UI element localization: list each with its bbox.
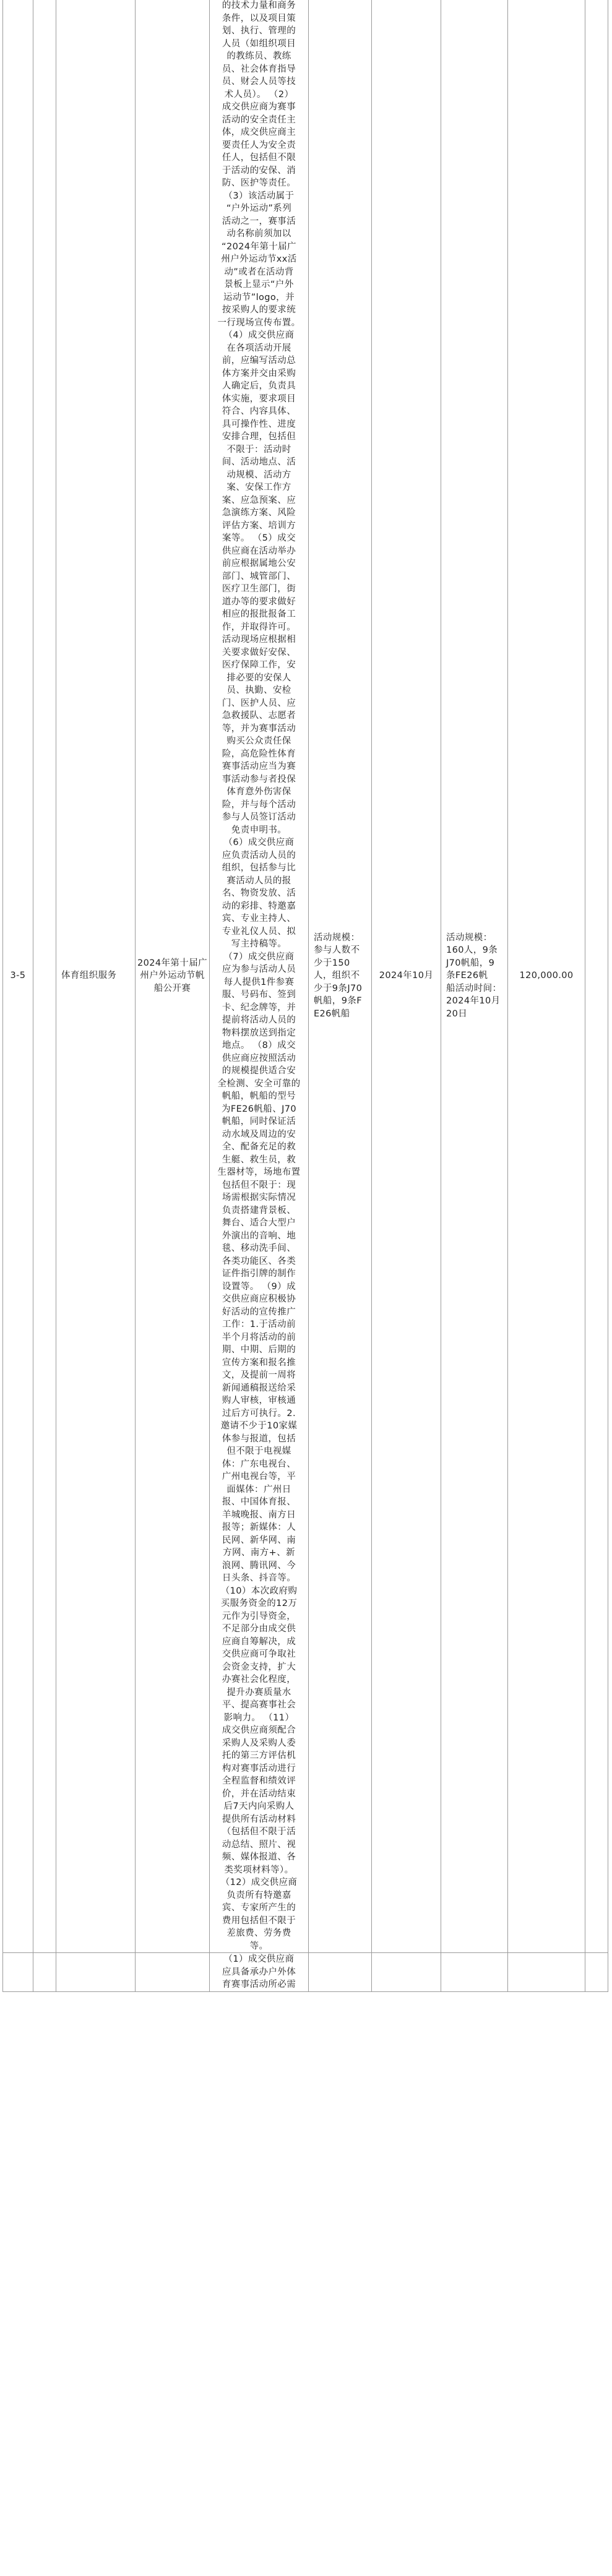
seq-cell xyxy=(3,0,33,1953)
amount-cell xyxy=(508,0,585,1953)
item-cell xyxy=(56,1953,136,1992)
amount-cell xyxy=(508,1953,585,1992)
time-cell xyxy=(372,0,441,1953)
scale-cell xyxy=(309,0,372,1953)
seq-number: 3-5 xyxy=(10,971,26,981)
time-cell xyxy=(372,1953,441,1992)
service-content-text: （1）成交供应商 应具备承办户外体 育赛事活动所必需 xyxy=(222,1954,296,1990)
blank-cell-end xyxy=(585,0,608,1953)
project-name-cell xyxy=(136,0,210,1953)
service-content-text: 的技术力量和商务 条件，以及项目策 划、执行、管理的 人员（如组织项目 的教练员、教练 员、社会体育指导 员、财会人员等技 术人员）。 （2） 成交供应商为赛事 活动的安全责任主 体，成交供应商主 要责任人为安全责 任人，包括但不限 于活动的安保、消 防、医护等责任。 （3）该活动属于 “户外运动”系列 活动之一，赛事活 动名称前须加以 “2024年第十届广 州户外运动节xx活 动”或者在活动背 景板上显示“户外 运动节”logo，并 按采购人的要求统 一行现场宣传布置。 （4）成交供应商 在各项活动开展 前，应编写活动总 体方案并交由采购 人确定后，负责具 体实施，要求项目 符合、内容具体、 具可操作性、进度 安排合理，包括但 不限于：活动时 间、活动地点、活 动规模、活动方 案、安保工作方 案、应急预案、应 急演练方案、风险 评估方案、培训方 案等。 （5）成交 供应商在活动举办 前应根据属地公安 部门、城管部门、 医疗卫生部门，街 道办等的要求做好 相应的报批报备工 作，并取得许可。 活动现场应根据相 关要求做好安保、 医疗保障工作，安 排必要的安保人 员、执勤、安检 门、医护人员、应 急救援队、志愿者 等，并为赛事活动 购买公众责任保 险，高危险性体育 赛事活动应当为赛 事活动参与者投保 体育意外伤害保 险，并与每个活动 参与人员签订活动 免责申明书。 （6）成交供应商 应负责活动人员的 组织，包括参与比 赛活动人员的报 名、物资发放、活 动的彩排、特邀嘉 宾、专业主持人、 专业礼仪人员、拟 写主持稿等。 （7）成交供应商 应为参与活动人员 每人提供1件参赛 服、号码布、签到 卡、纪念牌等，并 提前将活动人员的 物料摆放送到指定 地点。 （8）成交 供应商应按照活动 的规模提供适合安 全检测、安全可靠的 帆船，帆船的型号 为FE26帆船、J70 帆船，同时保证活 动水域及周边的安 全、配备充足的救 生艇、救生员，救 生器材等，场地布置 包括但不限于：现 场需根据实际情况 负责搭建背景板、 舞台、适合大型户 外演出的音响、地 毯、移动洗手间、 各类功能区、各类 证件指引牌的制作 设置等。 （9）成 交供应商应积极协 好活动的宣传推广 工作：1.于活动前 半个月将活动的前 期、中期、后期的 宣传方案和报名推 文，及提前一周将 新闻通稿报送给采 购人审核，审核通 过后方可执行。2. 邀请不少于10家媒 体参与报道，包括 但不限于电视媒 体：广东电视台、 广州电视台等，平 面媒体：广州日 报、中国体育报、 羊城晚报、南方日 报等；新媒体：人 民网、新华网、南 方网、南方+、新 浪网、腾讯网、今 日头条、抖音等。 （10）本次政府购 买服务资金的12万 元作为引导资金， 不足部分由成交供 应商自筹解决，成 交供应商可争取社 会资金支持，扩大 办赛社会化程度， 提升办赛质量水 平、提高赛事社会 影响力。 （11） 成交供应商须配合 采购人及采购人委 托的第三方评估机 构对赛事活动进行 全程监督和绩效评 价，并在活动结束 后7天内向采购人 提供所有活动材料 （包括但不限于活 动总结、照片、视 频、媒体报道、各 类奖项材料等）。 （12）成交供应商 负责所有特邀嘉 宾、专家所产生的 费用包括但不限于 差旅费、劳务费 等。 xyxy=(217,1,301,1951)
blank-cell xyxy=(33,1953,56,1992)
project-name: 2024年第十届广州户外运动节帆船公开赛 xyxy=(137,958,208,994)
project-name-cell xyxy=(136,1953,210,1992)
blank-cell xyxy=(33,0,56,1953)
required-scale: 活动规模： 参与人数不 少于150 人，组织不 少于9条J70 帆船，9条F E26帆船 xyxy=(314,932,363,1019)
blank-cell-end xyxy=(585,1953,608,1992)
table-row xyxy=(3,0,608,1953)
item-cell xyxy=(56,0,136,1953)
service-item-name: 体育组织服务 xyxy=(61,971,117,981)
table-row-next xyxy=(3,1953,608,1992)
content-cell xyxy=(210,1953,309,1992)
amount-value: 120,000.00 xyxy=(519,971,574,981)
service-items-table xyxy=(2,0,608,1992)
activity-time: 2024年10月 xyxy=(379,971,434,981)
content-cell xyxy=(210,0,309,1953)
actual-result: 活动规模： 160人，9条 J70帆船，9 条FE26帆 船活动时间： 2024年10月 20日 xyxy=(446,932,502,1019)
scale-cell xyxy=(309,1953,372,1992)
actual-cell xyxy=(441,1953,508,1992)
seq-cell xyxy=(3,1953,33,1992)
actual-cell xyxy=(441,0,508,1953)
